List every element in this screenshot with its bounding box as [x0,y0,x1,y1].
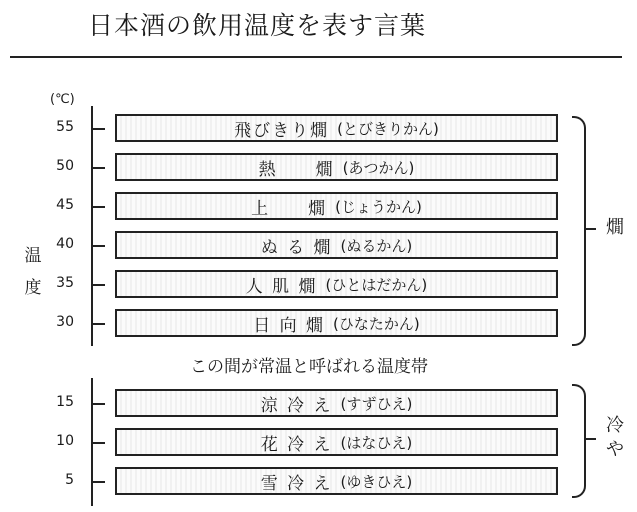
term-reading: (とびきりかん) [337,119,439,138]
term-kanji: 上 燗 [251,198,328,219]
temperature-term-box [115,309,558,337]
term-reading: (すずひえ) [340,394,413,413]
temperature-term-box [115,114,558,142]
temperature-tick-label: 45 [56,197,74,213]
temperature-tick [91,403,105,405]
temperature-tick-label: 50 [56,158,74,174]
term-reading: (ぬるかん) [340,236,413,255]
term-kanji: 飛びきり燗 [234,120,330,141]
kan-bracket-point [586,228,596,230]
temperature-term-box [115,389,558,417]
title-divider [10,56,622,58]
temperature-tick [91,206,105,208]
term-reading: (あつかん) [342,158,415,177]
term-kanji: 人 肌 燗 [245,276,318,297]
term-kanji: 日 向 燗 [253,315,326,336]
temperature-term-box [115,231,558,259]
temperature-tick-label: 55 [56,119,74,135]
hie-bracket-point [586,438,596,440]
axis-title: 温度 [24,246,42,298]
temperature-tick [91,245,105,247]
temperature-term-box [115,467,558,495]
term-kanji: 涼 冷 え [260,395,333,416]
temperature-term-box [115,428,558,456]
term-kanji: 雪 冷 え [260,473,333,494]
upper-axis-line [91,106,93,346]
temperature-term-box [115,192,558,220]
unit-label: (℃) [50,92,75,107]
temperature-tick [91,128,105,130]
temperature-tick-label: 40 [56,236,74,252]
term-reading: (ひなたかん) [333,314,420,333]
term-reading: (ゆきひえ) [340,472,413,491]
temperature-tick [91,481,105,483]
temperature-tick [91,167,105,169]
term-kanji: 熱 燗 [258,159,335,180]
term-kanji: 花 冷 え [260,434,333,455]
term-reading: (ひとはだかん) [325,275,428,294]
temperature-tick-label: 30 [56,314,74,330]
term-reading: (じょうかん) [335,197,422,216]
temperature-tick [91,284,105,286]
kan-group-label: 燗 [606,217,624,238]
term-kanji: ぬ る 燗 [260,237,333,258]
temperature-tick-label: 5 [65,472,74,488]
temperature-tick [91,442,105,444]
kan-bracket [572,116,586,346]
temperature-tick-label: 10 [56,433,74,449]
room-temperature-note: この間が常温と呼ばれる温度帯 [190,357,428,377]
temperature-tick-label: 35 [56,275,74,291]
temperature-tick [91,323,105,325]
term-reading: (はなひえ) [340,433,413,452]
temperature-term-box [115,153,558,181]
page-title: 日本酒の飲用温度を表す言葉 [88,11,427,40]
temperature-tick-label: 15 [56,394,74,410]
hie-group-label: 冷や [606,415,624,460]
hie-bracket [572,384,586,498]
temperature-term-box [115,270,558,298]
